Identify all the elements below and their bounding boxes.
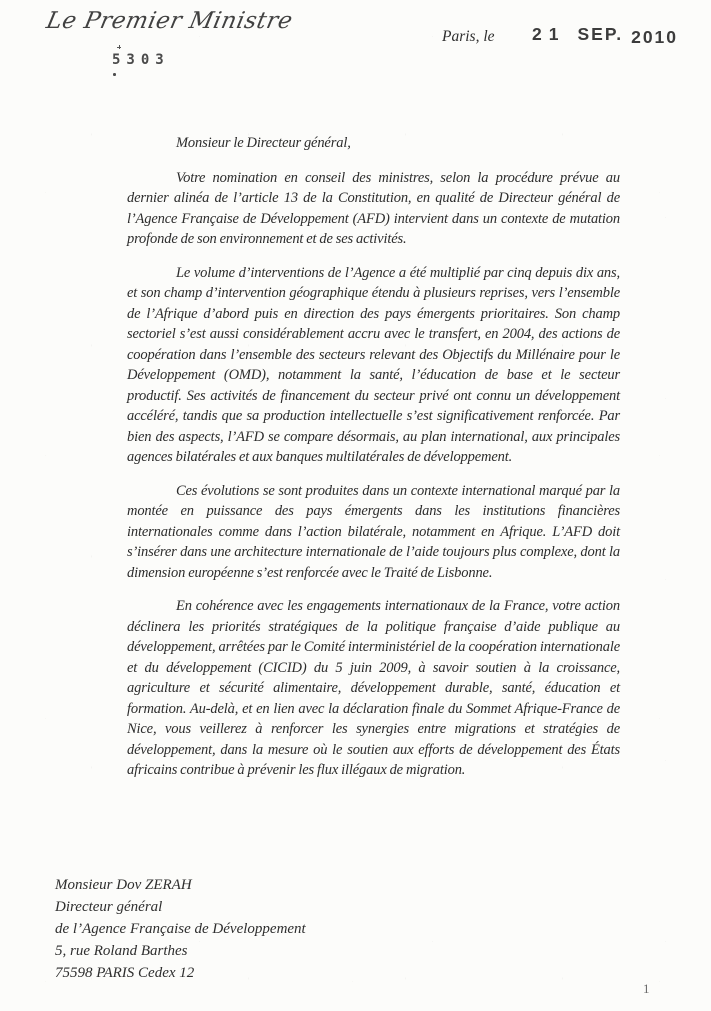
stamp-artifact-mark [117,45,121,49]
salutation: Monsieur le Directeur général, [176,135,351,151]
recipient-street: 5, rue Roland Barthes [55,943,188,959]
date-stamp [532,24,678,45]
date-stamp-month: SEP. [577,24,624,44]
registration-number-stamp: 5303 [112,52,170,68]
sender-title: Le Premier Ministre [44,8,296,34]
recipient-role: Directeur général [55,899,163,915]
recipient-city: 75598 PARIS Cedex 12 [55,965,195,981]
recipient-block [55,874,306,984]
date-stamp-day: 21 [532,24,566,44]
paragraph-nomination: Votre nomination en conseil des ministres, selon la procédure prévue au dernier alinéa de l’article 13 de la Constitution, en qualité de Directeur général de l’Agence Française de Développement (AFD) intervient dans un contexte de mutation profonde de son environnement et de ses activités. [127,169,620,247]
letter-body [127,133,620,794]
paragraph-international-context: Ces évolutions se sont produites dans un contexte international marqué par la montée en puissance des pays émergents dans les institutions financières internationales comme dans l’action bilatérale, notamment en Afrique. L’AFD doit s’insérer dans une architecture internationale de l’aide toujours plus complexe, dont la dimension européenne s’est renforcée avec le Traité de Lisbonne. [127,482,620,581]
place-date-label: Paris, le [442,28,495,45]
paragraph-agency-growth: Le volume d’interventions de l’Agence a été multiplié par cinq depuis dix ans, et son champ d’intervention géographique étendu à plusieurs reprises, vers l’ensemble de l’Afrique d’abord puis en direction des pays émergents prioritaires. Son champ sectoriel s’est aussi considérablement accru avec le transfert, en 2004, des actions de coopération dans l’ensemble des secteurs relevant des Objectifs du Millénaire pour le Développement (OMD), notamment la santé, l’éducation de base et le secteur productif. Ses activités de financement du secteur privé ont connu un développement accéléré, tandis que sa production intellectuelle s’est significativement renforcée. Par bien des aspects, l’AFD se compare désormais, au plan international, aux principales agences bilatérales et aux banques multilatérales de développement. [127,264,620,465]
recipient-organization: de l’Agence Française de Développement [55,921,306,937]
page-number: 1 [643,981,650,996]
stamp-artifact-dot [113,73,116,76]
recipient-name: Monsieur Dov ZERAH [55,877,192,893]
date-stamp-year: 2010 [631,27,679,47]
paragraph-strategic-priorities: En cohérence avec les engagements internationaux de la France, votre action déclinera les priorités stratégiques de la politique française d’aide publique au développement, arrêtées par le Comité interministériel de la coopération internationale et du développement (CICID) du 5 juin 2009, à savoir soutien à la croissance, agriculture et sécurité alimentaire, développement durable, santé, éducation et formation. Au-delà, et en lien avec la déclaration finale du Sommet Afrique-France de Nice, vous veillerez à renforcer les synergies entre migrations et stratégies de développement, dans la mesure où le soutien aux efforts de développement des États africains contribue à prévenir les flux illégaux de migration. [127,598,620,778]
